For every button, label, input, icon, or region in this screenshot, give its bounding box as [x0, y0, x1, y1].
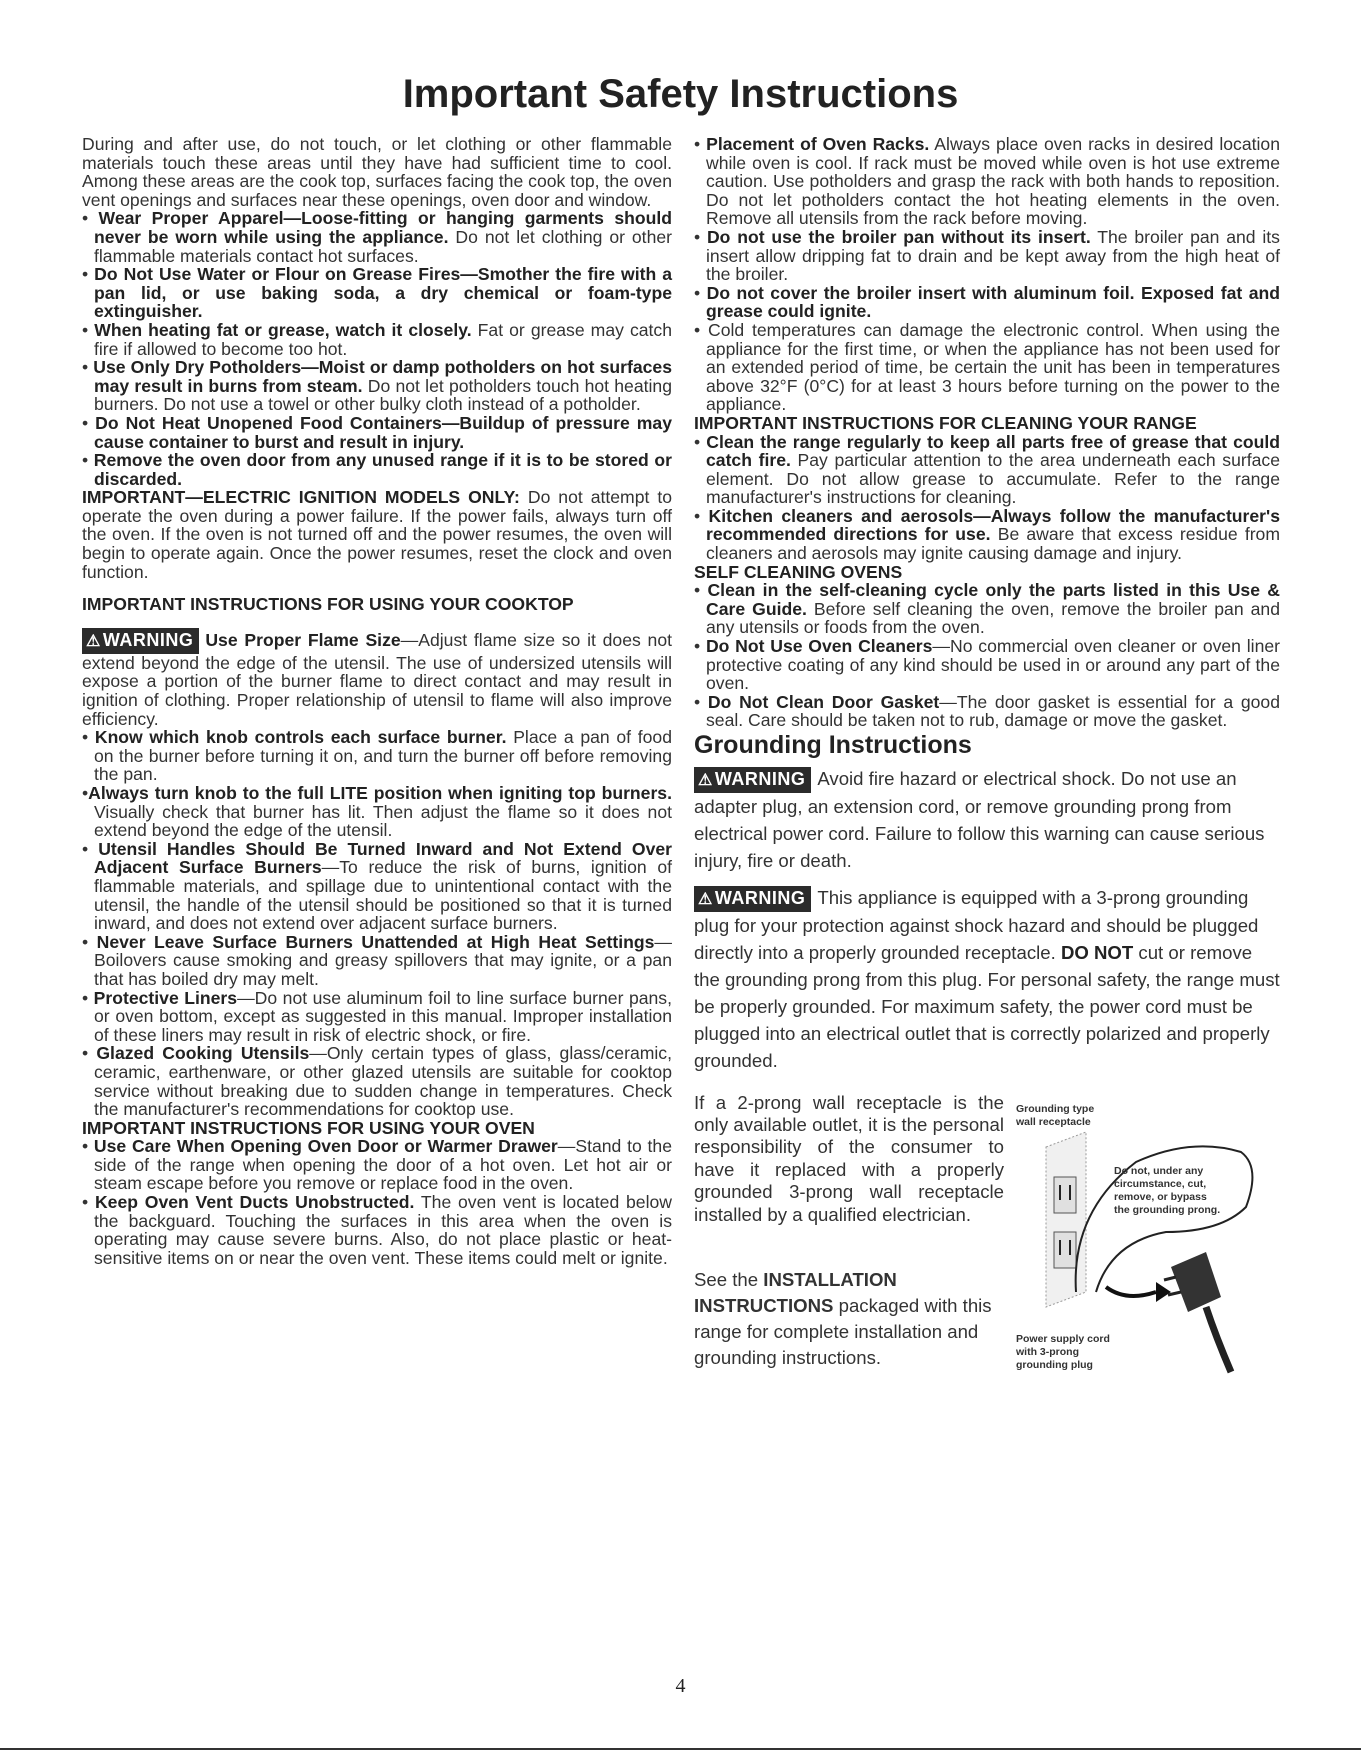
bullet-grease-fires: • Do Not Use Water or Flour on Grease Fires—Smother the fire with a pan lid, or use baking soda, a dry chemical or foam-type extinguisher. [82, 264, 672, 322]
callout-text: the grounding prong. [1114, 1203, 1221, 1216]
bullet-text: Be aware that excess residue from cleaners and aerosols may ignite causing damage and injury. [706, 524, 1281, 564]
do-not-bold: DO NOT [1060, 941, 1134, 963]
bullet-bold: When heating fat or grease, watch it closely. [94, 319, 472, 340]
two-prong-text: If a 2-prong wall receptacle is the only available outlet, it is the personal responsibility of the consumer to have it replaced with a properly grounded 3-prong wall receptacle installed by a qualified electrician. [694, 1091, 1004, 1225]
oven-heading: IMPORTANT INSTRUCTIONS FOR USING YOUR OVEN [82, 1117, 535, 1138]
bullet-bold: Use Only Dry Potholders—Moist or damp potholders on hot surfaces may result in burns from steam. [93, 357, 672, 396]
warning-label: WARNING [714, 768, 806, 789]
bullet-text: Visually check that burner has lit. Then adjust the flame so it does not extend beyond the edge of the utensil. [94, 801, 672, 841]
bullet-kitchen-cleaners: • Kitchen cleaners and aerosols—Always follow the manufacturer's recommended directions for use. Be aware that excess residue from cleaners and aerosols may ignite causing damage and injury. [694, 505, 1281, 564]
bullet-clean-range: • Clean the range regularly to keep all parts free of grease that could catch fire. Pay particular attention to the area underneath each surface element. Do not allow grease to accumulate. Refer to the range manufacturer's instructions for cleaning. [694, 431, 1280, 508]
bullet-food-containers: • Do Not Heat Unopened Food Containers—Buildup of pressure may cause container to burst and result in injury. [82, 412, 672, 452]
warning-badge [82, 628, 199, 654]
arrow-icon [1106, 1287, 1156, 1296]
bullet-oven-cleaners: • Do Not Use Oven Cleaners—No commercial oven cleaner or oven liner protective coating of any kind should be used in or around any part of the oven. [694, 636, 1280, 694]
grounding-text: This appliance is equipped with a 3-prong grounding plug for your protection against shock hazard and should be plugged directly into a properly grounded receptacle. [694, 886, 1259, 963]
bullet-bold: Glazed Cooking Utensils [96, 1043, 310, 1064]
bullet-bold: Do not use the broiler pan without its insert. [706, 226, 1091, 247]
bullet-bold: Do not cover the broiler insert with aluminum foil. Exposed fat and grease could ignite. [706, 282, 1280, 322]
wall-plate-shape [1046, 1132, 1086, 1307]
arrow-head-icon [1156, 1282, 1171, 1302]
grounding-plug-figure [1016, 1092, 1276, 1382]
bullet-potholders: • Use Only Dry Potholders—Moist or damp potholders on hot surfaces may result in burns from steam. Do not let potholders touch hot heating burners. Do not use a towel or other bulky cloth instead of a potholder. [82, 357, 672, 415]
bullet-bold: Clean in the self-cleaning cycle only the parts listed in this Use & Care Guide. [706, 580, 1280, 619]
right-column [694, 135, 1280, 1382]
bullet-text: Pay particular attention to the area underneath each surface element. Do not allow grease to accumulate. Refer to the range manufacturer's instructions for cleaning. [706, 450, 1280, 508]
bullet-knob: • Know which knob controls each surface burner. Place a pan of food on the burner before turning it on, and turn the burner off before removing the pan. [82, 727, 673, 785]
cleaning-heading: IMPORTANT INSTRUCTIONS FOR CLEANING YOUR RANGE [694, 412, 1197, 433]
outlet-upper [1054, 1177, 1076, 1213]
bullet-apparel: • Wear Proper Apparel—Loose-fitting or hanging garments should never be worn while using the appliance. Do not let clothing or other flammable materials contact hot surfaces. [82, 208, 672, 266]
bullet-bold: Protective Liners [93, 987, 238, 1008]
grounding-title: Grounding Instructions [694, 731, 972, 759]
warning-label: WARNING [714, 887, 806, 908]
bullet-vent-ducts: • Keep Oven Vent Ducts Unobstructed. The oven vent is located below the backguard. Touching the surfaces in this area when the oven is operating may cause severe burns. Also, do not place plastic or heat-sensitive items on or near the oven vent. These items could melt or ignite. [82, 1192, 672, 1268]
bullet-text: The broiler pan and its insert allow dripping fat to drain and be kept away from the high heat of the broiler. [706, 226, 1280, 285]
flame-size-warning [82, 628, 672, 728]
warning-badge [694, 886, 811, 912]
bullet-text: Do not let potholders touch hot heating burners. Do not use a towel or other bulky cloth instead of a potholder. [94, 375, 672, 415]
bullet-heating-fat: • When heating fat or grease, watch it closely. Fat or grease may catch fire if allowed to become too hot. [82, 319, 673, 359]
bullet-oven-racks: • Placement of Oven Racks. Always place oven racks in desired location while oven is cool. If rack must be moved while oven is hot use extreme caution. Use potholders and grasp the rack with both hands to reposition. Do not let potholders contact the hot heating elements in the oven. Remove all utensils from the rack before moving. [694, 134, 1280, 229]
bullet-bold: Know which knob controls each surface burner. [94, 727, 507, 748]
fig-label: wall receptacle [1016, 1115, 1091, 1128]
fig-label: with 3-prong [1016, 1345, 1079, 1358]
plug-icon [1171, 1252, 1221, 1312]
bullet-text: The oven vent is located below the backguard. Touching the surfaces in this area when the oven is operating may cause severe burns. Also, do not place plastic or heat-sensitive items on or near the oven vent. These items could melt or ignite. [94, 1192, 672, 1268]
bullet-bold: Wear Proper Apparel—Loose-fitting or hanging garments should never be worn while using the appliance. [94, 208, 672, 247]
bullet-lite-position: •Always turn knob to the full LITE position when igniting top burners. Visually check that burner has lit. Then adjust the flame so it does not extend beyond the edge of the utensil. [82, 783, 672, 841]
bullet-text: Cold temperatures can damage the electronic control. When using the appliance for the first time, or when the appliance has not been used for an extended period of time, be certain the unit has been in temperatures above 32°F (0°C) for at least 3 hours before turning on the power to the appliance. [706, 319, 1280, 415]
see-installation-text [694, 1267, 1014, 1371]
flame-bold: Use Proper Flame Size [205, 629, 401, 650]
callout-text: remove, or bypass [1114, 1190, 1207, 1203]
left-column [82, 135, 672, 1267]
callout-text: circumstance, cut, [1114, 1177, 1207, 1190]
bullet-text: —No commercial oven cleaner or oven liner protective coating of any kind should be used in or around any part of the oven. [706, 636, 1280, 694]
bullet-bold: Placement of Oven Racks. [706, 134, 930, 154]
ignition-text: Do not attempt to operate the oven during a power failure. If the power fails, always turn off the oven. If the oven is not turned off and the power resumes, the oven will begin to operate again. Once the power resumes, reset the clock and oven function. [82, 487, 672, 582]
see-text-a: See the [694, 1268, 759, 1290]
power-cord-icon [1206, 1307, 1231, 1372]
bullet-bold: Do Not Use Water or Flour on Grease Fires—Smother the fire with a pan lid, or use baking soda, a dry chemical or foam-type extinguisher. [94, 264, 672, 322]
grounding-warning-1 [694, 765, 1280, 874]
flame-text: —Adjust flame size so it does not extend beyond the edge of the utensil. The use of undersized utensils will expose a portion of the burner flame to direct contact and may result in ignition of clothing. Proper relationship of utensil to flame will also improve efficiency. [82, 629, 672, 729]
bullet-bold: Remove the oven door from any unused range if it is to be stored or discarded. [93, 450, 672, 489]
warning-label: WARNING [102, 629, 194, 650]
bullet-text: Before self cleaning the oven, remove the broiler pan and any utensils or foods from the oven. [706, 598, 1280, 638]
bullet-bold: Keep Oven Vent Ducts Unobstructed. [94, 1192, 415, 1213]
intro-paragraph: During and after use, do not touch, or let clothing or other flammable materials touch these areas until they have had sufficient time to cool. Among these areas are the cook top, surfaces facing the cook top, the oven vent openings and surfaces near these openings, oven door and window. [82, 134, 672, 210]
bullet-bold: Kitchen cleaners and aerosols—Always follow the manufacturer's recommended directions for use. [706, 505, 1280, 545]
grounding-text: Avoid fire hazard or electrical shock. Do not use an adapter plug, an extension cord, or remove grounding prong from electrical power cord. Failure to follow this warning can cause serious injury, fire or death. [694, 767, 1265, 871]
grounding-text: cut or remove the grounding prong from this plug. For personal safety, the range must be properly grounded. For maximum safety, the power cord must be plugged into an electrical outlet that is correctly polarized and properly grounded. [694, 941, 1280, 1071]
grounding-warning-2 [694, 884, 1280, 1074]
bullet-glazed: • Glazed Cooking Utensils—Only certain types of glass, glass/ceramic, ceramic, earthenware, or other glazed utensils are suitable for cooktop service without breaking due to sudden change in temperatures. Check the manufacturer's recommendations for cooktop use. [82, 1043, 672, 1120]
bullet-bold: Do Not Heat Unopened Food Containers—Buildup of pressure may cause container to burst and result in injury. [94, 412, 672, 452]
self-cleaning-heading: SELF CLEANING OVENS [694, 561, 903, 582]
ignition-heading: IMPORTANT—ELECTRIC IGNITION MODELS ONLY: [82, 487, 520, 508]
warning-triangle-icon: ⚠ [698, 890, 713, 908]
bullet-text: —To reduce the risk of burns, ignition of flammable materials, and spillage due to unintentional contact with the utensil, the handle of the utensil should be positioned so that it is turned inward, and does not extend over adjacent surface burners. [94, 857, 672, 934]
bullet-bold: Do Not Use Oven Cleaners [705, 636, 933, 657]
page-number: 4 [675, 1675, 686, 1697]
fig-label: Power supply cord [1016, 1332, 1110, 1345]
bullet-text: —Stand to the side of the range when opening the door of a hot oven. Let hot air or steam escape before you remove or replace food in the oven. [94, 1136, 672, 1194]
bullet-bold: Utensil Handles Should Be Turned Inward and Not Extend Over Adjacent Surface Burners [94, 838, 672, 878]
bullet-cold-temperatures: • Cold temperatures can damage the electronic control. When using the appliance for the first time, or when the appliance has not been used for an extended period of time, be certain the unit has been in temperatures above 32°F (0°C) for at least 3 hours before turning on the power to the appliance. [694, 319, 1280, 415]
warning-triangle-icon: ⚠ [86, 632, 101, 650]
bullet-unattended: • Never Leave Surface Burners Unattended at High Heat Settings—Boilovers cause smoking and greasy spillovers that may ignite, or a pan that has boiled dry may melt. [82, 931, 672, 989]
page-title: Important Safety Instructions [402, 72, 959, 116]
bullet-broiler-insert: • Do not use the broiler pan without its insert. The broiler pan and its insert allow dripping fat to drain and be kept away from the high heat of the broiler. [694, 226, 1280, 285]
bullet-bold: Always turn knob to the full LITE position when igniting top burners. [88, 783, 672, 803]
bullet-liners: • Protective Liners—Do not use aluminum foil to line surface burner pans, or oven bottom, except as suggested in this manual. Improper installation of these liners may result in risk of electric shock, or fire. [82, 987, 672, 1045]
bullet-text: Fat or grease may catch fire if allowed to become too hot. [94, 319, 673, 359]
fig-label: grounding plug [1016, 1358, 1093, 1371]
bullet-text: Always place oven racks in desired location while oven is cool. If rack must be moved while oven is hot use extreme caution. Use potholders and grasp the rack with both hands to reposition. Do not let potholders contact the hot heating elements in the oven. Remove all utensils from the rack before moving. [706, 134, 1280, 229]
outlet-lower [1054, 1232, 1076, 1268]
bullet-bold: Never Leave Surface Burners Unattended at High Heat Settings [96, 931, 655, 952]
bullet-text: —Boilovers cause smoking and greasy spillovers that may ignite, or a pan that has boiled dry may melt. [94, 931, 672, 989]
bottom-rule [0, 1748, 1361, 1750]
bullet-utensil-handles: • Utensil Handles Should Be Turned Inward and Not Extend Over Adjacent Surface Burners—To reduce the risk of burns, ignition of flammable materials, and spillage due to unintentional contact with the utensil, the handle of the utensil should be positioned so that it is turned inward, and does not extend over adjacent surface burners. [82, 838, 672, 934]
bullet-self-cleaning-cycle: • Clean in the self-cleaning cycle only the parts listed in this Use & Care Guide. Before self cleaning the oven, remove the broiler pan and any utensils or foods from the oven. [694, 580, 1280, 638]
installation-instructions-bold: INSTALLATION INSTRUCTIONS [694, 1268, 897, 1316]
bullet-bold: Use Care When Opening Oven Door or Warmer Drawer [93, 1136, 558, 1157]
warning-badge [694, 767, 811, 793]
cooktop-heading: IMPORTANT INSTRUCTIONS FOR USING YOUR COOKTOP [82, 594, 574, 615]
bullet-text: —The door gasket is essential for a good seal. Care should be taken not to rub, damage or move the gasket. [706, 691, 1280, 731]
bullet-bold: Clean the range regularly to keep all parts free of grease that could catch fire. [706, 431, 1280, 471]
bullet-aluminum-foil: • Do not cover the broiler insert with aluminum foil. Exposed fat and grease could ignite. [694, 282, 1280, 322]
bullet-text: —Do not use aluminum foil to line surface burner pans, or oven bottom, except as suggested in this manual. Improper installation of these liners may result in risk of electric shock, or fire. [94, 987, 672, 1045]
bullet-door-gasket: • Do Not Clean Door Gasket—The door gasket is essential for a good seal. Care should be taken not to rub, damage or move the gasket. [694, 691, 1280, 731]
bullet-oven-door: • Remove the oven door from any unused range if it is to be stored or discarded. [82, 450, 672, 489]
bullet-text: Do not let clothing or other flammable materials contact hot surfaces. [94, 226, 672, 266]
bullet-text: Place a pan of food on the burner before turning it on, and turn the burner off before removing the pan. [94, 727, 673, 785]
warning-triangle-icon: ⚠ [698, 771, 713, 789]
grounding-plug-illustration [1016, 1092, 1276, 1382]
bullet-text: —Only certain types of glass, glass/ceramic, ceramic, earthenware, or other glazed utensils are suitable for cooktop service without breaking due to sudden change in temperatures. Check the manufacturer's recommendations for cooktop use. [94, 1043, 672, 1120]
two-prong-section [694, 1092, 1280, 1382]
bullet-bold: Do Not Clean Door Gasket [707, 691, 940, 712]
fig-label: Grounding type [1016, 1102, 1095, 1115]
bullet-oven-door-care: • Use Care When Opening Oven Door or Warmer Drawer—Stand to the side of the range when opening the door of a hot oven. Let hot air or steam escape before you remove or replace food in the oven. [82, 1136, 672, 1194]
callout-text: Do not, under any [1114, 1164, 1204, 1177]
ignition-paragraph [82, 488, 672, 581]
see-text-b: packaged with this range for complete installation and grounding instructions. [694, 1294, 992, 1368]
